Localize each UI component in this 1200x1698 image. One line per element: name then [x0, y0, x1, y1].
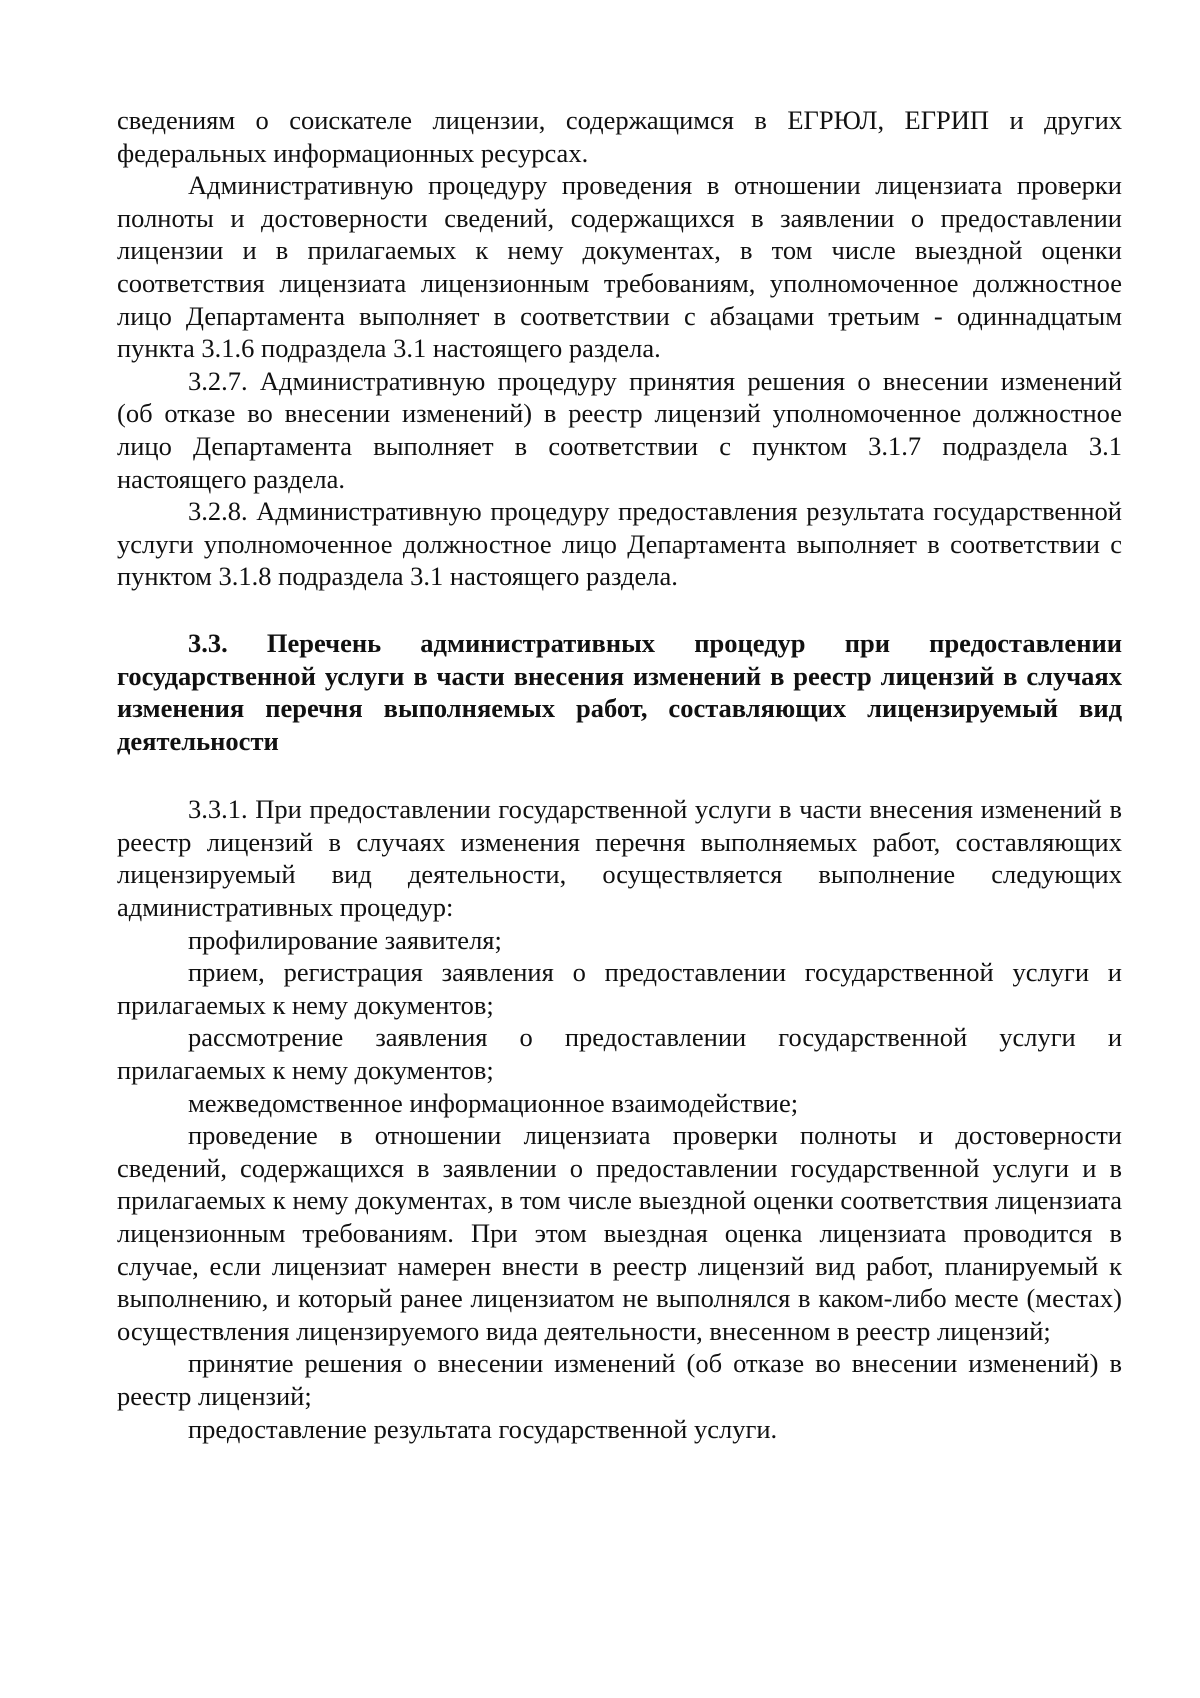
paragraph-3-2-8: 3.2.8. Административную процедуру предоставления результата государственной услуги уполномоченное должностное лицо Департамента выполняет в соответствии с пунктом 3.1.8 подраздела 3.1 настоящего раздела. — [117, 496, 1122, 592]
spacer — [117, 593, 1122, 627]
list-item-result: предоставление результата государственной услуги. — [188, 1413, 778, 1444]
list-item-profiling: профилирование заявителя; — [188, 924, 502, 955]
list-item-decision: принятие решения о внесении изменений (об отказе во внесении изменений) в реестр лицензий; — [117, 1348, 1122, 1411]
paragraph-continuation: сведениям о соискателе лицензии, содержащимся в ЕГРЮЛ, ЕГРИП и других федеральных информационных ресурсах. — [117, 105, 1122, 168]
spacer — [117, 757, 1122, 793]
paragraph-3-2-7: 3.2.7. Административную процедуру принятия решения о внесении изменений (об отказе во внесении изменений) в реестр лицензий уполномоченное должностное лицо Департамента выполняет в соответствии с пунктом 3.1.7 подраздела 3.1 настоящего раздела. — [117, 365, 1122, 494]
document-page — [117, 104, 1122, 1445]
section-heading-3-3: 3.3. Перечень административных процедур при предоставлении государственной услуги в части внесения изменений в реестр лицензий в случаях изменения перечня выполняемых работ, составляющих лицензируемый вид деятельности — [117, 627, 1122, 756]
list-item-verification: проведение в отношении лицензиата проверки полноты и достоверности сведений, содержащихся в заявлении о предоставлении государственной услуги и в прилагаемых к нему документах, в том числе выездной оценки соответствия лицензиата лицензионным требованиям. При этом выездная оценка лицензиата проводится в случае, если лицензиат намерен внести в реестр лицензий вид работ, планируемый к выполнению, и который ранее лицензиатом не выполнялся в каком-либо месте (местах) осуществления лицензируемого вида деятельности, внесенном в реестр лицензий; — [117, 1120, 1122, 1346]
paragraph-verification-procedure: Административную процедуру проведения в отношении лицензиата проверки полноты и достоверности сведений, содержащихся в заявлении о предоставлении лицензии и в прилагаемых к нему документах, в том числе выездной оценки соответствия лицензиата лицензионным требованиям, уполномоченное должностное лицо Департамента выполняет в соответствии с абзацами третьим - одиннадцатым пункта 3.1.6 подраздела 3.1 настоящего раздела. — [117, 170, 1122, 364]
paragraph-3-3-1: 3.3.1. При предоставлении государственной услуги в части внесения изменений в реестр лицензий в случаях изменения перечня выполняемых работ, составляющих лицензируемый вид деятельности, осуществляется выполнение следующих административных процедур: — [117, 794, 1122, 923]
list-item-interagency: межведомственное информационное взаимодействие; — [188, 1087, 799, 1118]
list-item-review: рассмотрение заявления о предоставлении государственной услуги и прилагаемых к нему документов; — [117, 1022, 1122, 1086]
list-item-reception: прием, регистрация заявления о предоставлении государственной услуги и прилагаемых к нему документов; — [117, 957, 1122, 1020]
